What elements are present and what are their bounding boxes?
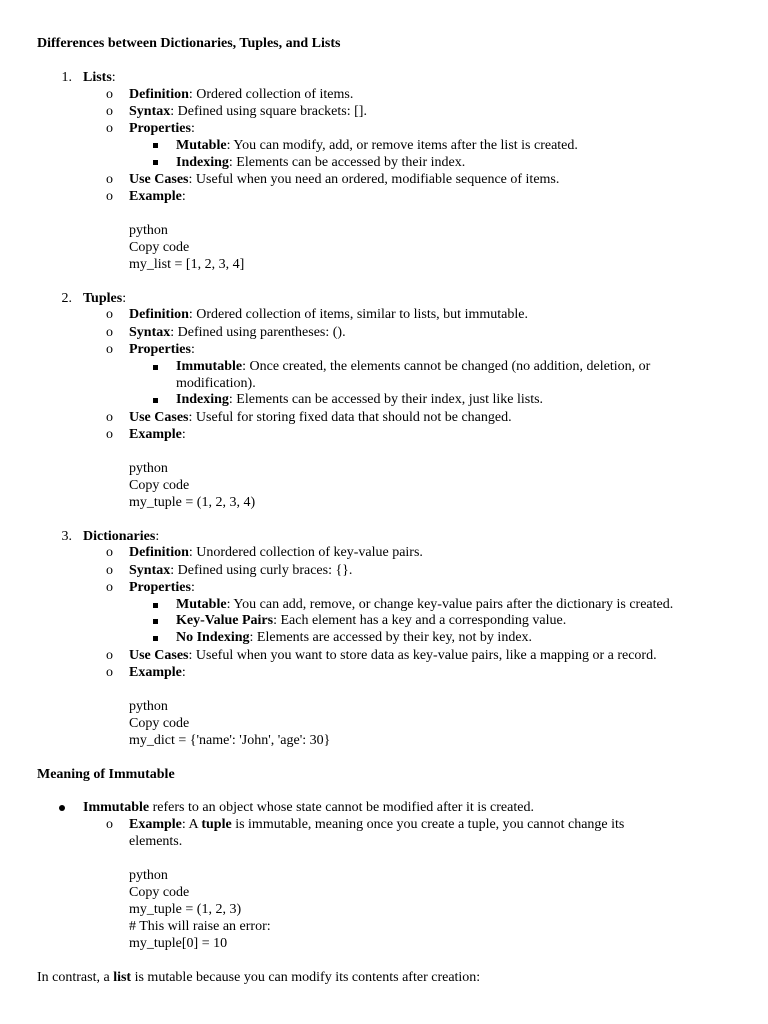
list-item: Properties: <box>129 580 195 595</box>
circle-bullet: o <box>106 87 113 102</box>
bullet-dot <box>59 805 65 811</box>
circle-bullet: o <box>106 104 113 119</box>
code-line: python <box>129 868 168 883</box>
list-item: Properties: <box>129 342 195 357</box>
list-item: Syntax: Defined using square brackets: []. <box>129 104 367 119</box>
circle-bullet: o <box>106 342 113 357</box>
list-item: Example: <box>129 427 186 442</box>
square-bullet <box>153 398 158 403</box>
paragraph: In contrast, a list is mutable because you can modify its contents after creation: <box>37 970 481 985</box>
copy-code-label[interactable]: Copy code <box>129 885 190 900</box>
square-bullet <box>153 365 158 370</box>
list-item: Mutable: You can add, remove, or change key-value pairs after the dictionary is created. <box>176 597 674 612</box>
copy-code-label[interactable]: Copy code <box>129 478 190 493</box>
code-line: my_tuple[0] = 10 <box>129 936 228 951</box>
list-item: Use Cases: Useful when you need an ordered, modifiable sequence of items. <box>129 172 560 187</box>
circle-bullet: o <box>106 665 113 680</box>
list-item: Syntax: Defined using curly braces: {}. <box>129 563 353 578</box>
code-line: my_list = [1, 2, 3, 4] <box>129 257 245 272</box>
circle-bullet: o <box>106 580 113 595</box>
list-item: Indexing: Elements can be accessed by their index, just like lists. <box>176 392 544 407</box>
list-item-heading: Dictionaries: <box>83 529 160 544</box>
square-bullet <box>153 160 158 165</box>
code-line: python <box>129 699 168 714</box>
circle-bullet: o <box>106 307 113 322</box>
code-line: my_dict = {'name': 'John', 'age': 30} <box>129 733 331 748</box>
circle-bullet: o <box>106 545 113 560</box>
list-item: Use Cases: Useful when you want to store data as key-value pairs, like a mapping or a record. <box>129 648 657 663</box>
page-title: Differences between Dictionaries, Tuples, and Lists <box>37 36 341 51</box>
list-number: 1. <box>61 70 72 85</box>
code-line: my_tuple = (1, 2, 3) <box>129 902 242 917</box>
list-item: Use Cases: Useful for storing fixed data that should not be changed. <box>129 410 512 425</box>
circle-bullet: o <box>106 563 113 578</box>
list-item: Definition: Unordered collection of key-value pairs. <box>129 545 423 560</box>
list-item-heading: Lists: <box>83 70 116 85</box>
square-bullet <box>153 636 158 641</box>
list-item: Example: <box>129 665 186 680</box>
section-heading: Meaning of Immutable <box>37 767 175 782</box>
circle-bullet: o <box>106 817 113 832</box>
circle-bullet: o <box>106 648 113 663</box>
list-item: Immutable: Once created, the elements cannot be changed (no addition, deletion, or <box>176 359 651 374</box>
circle-bullet: o <box>106 121 113 136</box>
square-bullet <box>153 143 158 148</box>
square-bullet <box>153 619 158 624</box>
list-item: Immutable refers to an object whose state cannot be modified after it is created. <box>83 800 534 815</box>
list-item-heading: Tuples: <box>83 291 127 306</box>
code-line: python <box>129 223 168 238</box>
square-bullet <box>153 603 158 608</box>
list-item: Example: A tuple is immutable, meaning once you create a tuple, you cannot change its <box>129 817 625 832</box>
copy-code-label[interactable]: Copy code <box>129 716 190 731</box>
list-number: 3. <box>61 529 72 544</box>
list-item: Syntax: Defined using parentheses: (). <box>129 325 346 340</box>
code-line: python <box>129 461 168 476</box>
list-item: Properties: <box>129 121 195 136</box>
circle-bullet: o <box>106 427 113 442</box>
list-item: Definition: Ordered collection of items. <box>129 87 354 102</box>
list-item: No Indexing: Elements are accessed by their key, not by index. <box>176 630 533 645</box>
list-item: Indexing: Elements can be accessed by their index. <box>176 155 466 170</box>
list-item: Mutable: You can modify, add, or remove items after the list is created. <box>176 138 578 153</box>
list-item: Key-Value Pairs: Each element has a key and a corresponding value. <box>176 613 567 628</box>
circle-bullet: o <box>106 410 113 425</box>
list-item-continuation: modification). <box>176 376 256 391</box>
circle-bullet: o <box>106 172 113 187</box>
list-item-continuation: elements. <box>129 834 183 849</box>
circle-bullet: o <box>106 325 113 340</box>
circle-bullet: o <box>106 189 113 204</box>
list-number: 2. <box>61 291 72 306</box>
code-line: my_tuple = (1, 2, 3, 4) <box>129 495 256 510</box>
list-item: Definition: Ordered collection of items, similar to lists, but immutable. <box>129 307 528 322</box>
copy-code-label[interactable]: Copy code <box>129 240 190 255</box>
code-comment: # This will raise an error: <box>129 919 271 934</box>
list-item: Example: <box>129 189 186 204</box>
